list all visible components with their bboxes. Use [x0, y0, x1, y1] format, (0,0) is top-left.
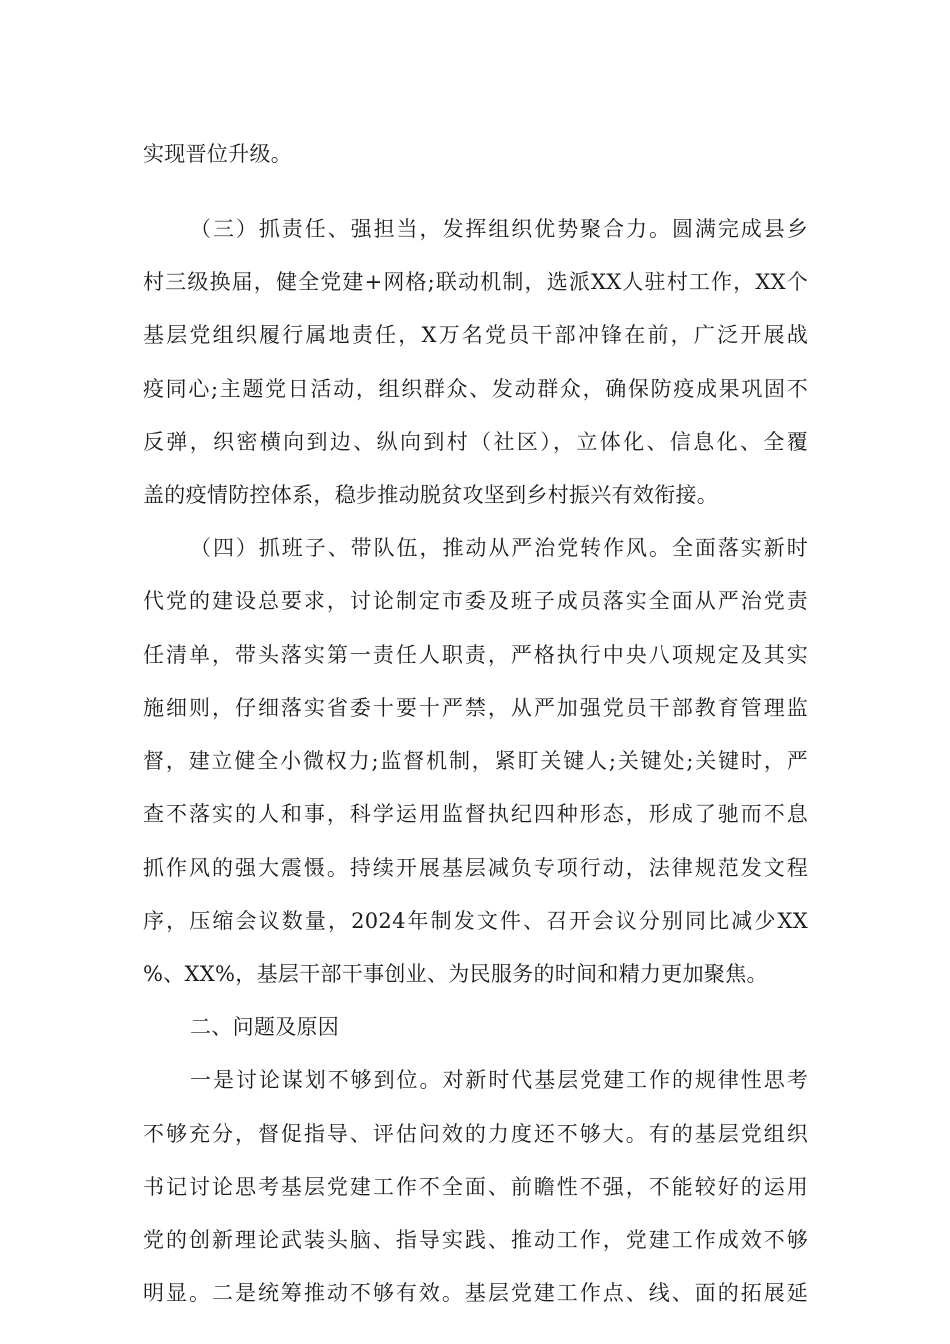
text-line: 抓作风的强大震慑。持续开展基层减负专项行动，法律规范发文程	[143, 856, 808, 880]
text-line: （四）抓班子、带队伍，推动从严治党转作风。全面落实新时	[190, 536, 808, 560]
text-line: 盖的疫情防控体系，稳步推动脱贫攻坚到乡村振兴有效衔接。	[143, 483, 719, 507]
section-heading: 二、问题及原因	[190, 1015, 340, 1039]
text-line: 一是讨论谋划不够到位。对新时代基层党建工作的规律性思考	[190, 1068, 808, 1092]
text-line: 任清单，带头落实第一责任人职责，严格执行中央八项规定及其实	[143, 643, 808, 667]
text-line: 书记讨论思考基层党建工作不全面、前瞻性不强，不能较好的运用	[143, 1175, 808, 1199]
text-line: 村三级换届，健全党建+网格;联动机制，选派XX人驻村工作，XX个	[143, 270, 808, 294]
text-line: 党的创新理论武装头脑、指导实践、推动工作，党建工作成效不够	[143, 1228, 808, 1252]
text-line: 不够充分，督促指导、评估问效的力度还不够大。有的基层党组织	[143, 1122, 808, 1146]
text-line: 明显。二是统筹推动不够有效。基层党建工作点、线、面的拓展延	[143, 1281, 808, 1305]
text-line: 代党的建设总要求，讨论制定市委及班子成员落实全面从严治党责	[143, 589, 808, 613]
text-line: 序，压缩会议数量，2024年制发文件、召开会议分别同比减少XX	[143, 909, 808, 933]
text-line: %、XX%，基层干部干事创业、为民服务的时间和精力更加聚焦。	[143, 962, 768, 986]
text-line: 疫同心;主题党日活动，组织群众、发动群众，确保防疫成果巩固不	[143, 377, 808, 401]
text-line: 实现晋位升级。	[143, 142, 293, 166]
text-line: 查不落实的人和事，科学运用监督执纪四种形态，形成了驰而不息	[143, 802, 808, 826]
text-line: 督，建立健全小微权力;监督机制，紧盯关键人;关键处;关键时，严	[143, 749, 808, 773]
text-line: 反弹，织密横向到边、纵向到村（社区），立体化、信息化、全覆	[143, 430, 808, 454]
text-line: （三）抓责任、强担当，发挥组织优势聚合力。圆满完成县乡	[190, 217, 808, 241]
text-line: 施细则，仔细落实省委十要十严禁，从严加强党员干部教育管理监	[143, 696, 808, 720]
text-line: 基层党组织履行属地责任，X万名党员干部冲锋在前，广泛开展战	[143, 323, 808, 347]
